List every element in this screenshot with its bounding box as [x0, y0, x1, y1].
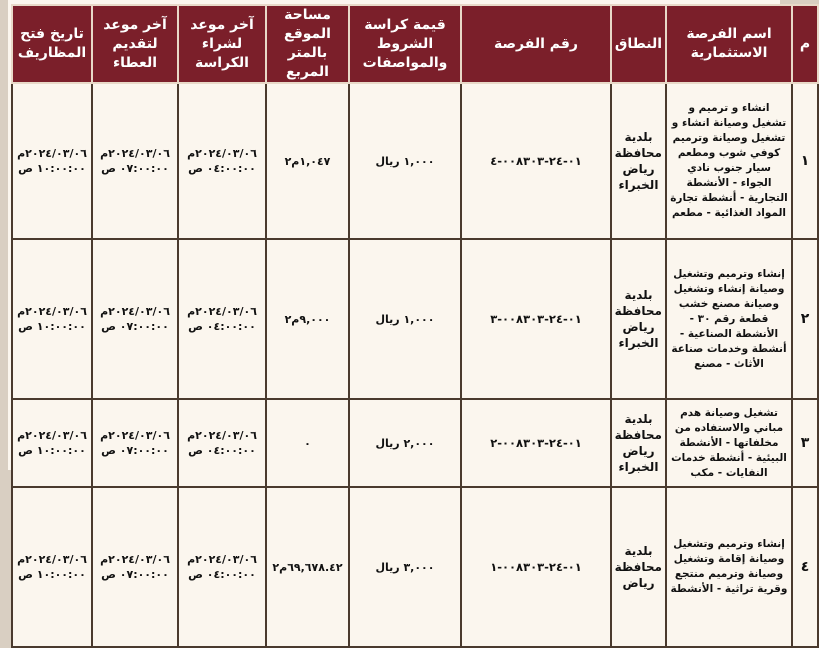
site-area: ٩,٠٠٠م٢ [266, 239, 349, 399]
investment-opportunities-table [11, 4, 819, 648]
scope: بلدية محافظة رياض الخبراء [611, 399, 666, 487]
table-row [12, 399, 818, 487]
opportunity-ref: ٠١-٢٤-٠٠٨٣٠٣-١ [461, 487, 611, 647]
site-area: ١,٠٤٧م٢ [266, 83, 349, 239]
row-num: ٤ [792, 487, 818, 647]
opportunity-name: تشغيل وصيانة هدم مباني والاستفاده من مخلفاتها - الأنشطة البيئية - أنشطة خدمات النفايات - مكب [666, 399, 792, 487]
table-row [12, 83, 818, 239]
buy-deadline: ٢٠٢٤/٠٣/٠٦م ٠٤:٠٠:٠٠ ص [178, 83, 266, 239]
header-area: مساحة الموقع بالمتر المربع [266, 5, 349, 83]
buy-deadline: ٢٠٢٤/٠٣/٠٦م ٠٤:٠٠:٠٠ ص [178, 399, 266, 487]
site-area: ٦٩,٦٧٨.٤٢م٢ [266, 487, 349, 647]
open-date: ٢٠٢٤/٠٣/٠٦م ١٠:٠٠:٠٠ ص [12, 487, 92, 647]
opportunity-ref: ٠١-٢٤-٠٠٨٣٠٣-٤ [461, 83, 611, 239]
header-open-date: تاريخ فتح المظاريف [12, 5, 92, 83]
header-submit-deadline: آخر موعد لتقديم العطاء [92, 5, 178, 83]
row-num: ٣ [792, 399, 818, 487]
opportunity-name: انشاء و ترميم و تشغيل وصيانة انشاء و تشغيل وصيانة وترميم كوفي شوب ومطعم سيار جنوب نادي الجواء - الأنشطة التجارية - أنشطة تجارة المواد الغذائية - مطعم [666, 83, 792, 239]
table-row [12, 487, 818, 647]
submit-deadline: ٢٠٢٤/٠٣/٠٦م ٠٧:٠٠:٠٠ ص [92, 487, 178, 647]
scope: بلدية محافظة رياض [611, 487, 666, 647]
booklet-price: ٣,٠٠٠ ريال [349, 487, 461, 647]
table-row [12, 239, 818, 399]
header-ref: رقم الفرصة [461, 5, 611, 83]
buy-deadline: ٢٠٢٤/٠٣/٠٦م ٠٤:٠٠:٠٠ ص [178, 239, 266, 399]
header-scope: النطاق [611, 5, 666, 83]
row-num: ٢ [792, 239, 818, 399]
opportunity-name: إنشاء وترميم وتشغيل وصيانة إقامة وتشغيل وصيانة وترميم منتجع وقرية تراثية - الأنشطة [666, 487, 792, 647]
booklet-price: ١,٠٠٠ ريال [349, 239, 461, 399]
table-header-row [12, 5, 818, 83]
opportunity-ref: ٠١-٢٤-٠٠٨٣٠٣-٣ [461, 239, 611, 399]
header-num: م [792, 5, 818, 83]
open-date: ٢٠٢٤/٠٣/٠٦م ١٠:٠٠:٠٠ ص [12, 83, 92, 239]
booklet-price: ٢,٠٠٠ ريال [349, 399, 461, 487]
scope: بلدية محافظة رياض الخبراء [611, 83, 666, 239]
submit-deadline: ٢٠٢٤/٠٣/٠٦م ٠٧:٠٠:٠٠ ص [92, 239, 178, 399]
submit-deadline: ٢٠٢٤/٠٣/٠٦م ٠٧:٠٠:٠٠ ص [92, 83, 178, 239]
opportunity-name: إنشاء وترميم وتشغيل وصيانة إنشاء وتشغيل وصيانة مصنع خشب قطعة رقم ٣٠ - الأنشطة الصناعية - أنشطة وخدمات صناعة الأثاث - مصنع [666, 239, 792, 399]
header-name: اسم الفرصة الاستثمارية [666, 5, 792, 83]
submit-deadline: ٢٠٢٤/٠٣/٠٦م ٠٧:٠٠:٠٠ ص [92, 399, 178, 487]
row-num: ١ [792, 83, 818, 239]
opportunity-ref: ٠١-٢٤-٠٠٨٣٠٣-٢ [461, 399, 611, 487]
booklet-price: ١,٠٠٠ ريال [349, 83, 461, 239]
site-area: ٠ [266, 399, 349, 487]
header-price: قيمة كراسة الشروط والمواصفات [349, 5, 461, 83]
document-sheet [8, 0, 811, 595]
header-buy-deadline: آخر موعد لشراء الكراسة [178, 5, 266, 83]
buy-deadline: ٢٠٢٤/٠٣/٠٦م ٠٤:٠٠:٠٠ ص [178, 487, 266, 647]
open-date: ٢٠٢٤/٠٣/٠٦م ١٠:٠٠:٠٠ ص [12, 239, 92, 399]
scope: بلدية محافظة رياض الخبراء [611, 239, 666, 399]
open-date: ٢٠٢٤/٠٣/٠٦م ١٠:٠٠:٠٠ ص [12, 399, 92, 487]
